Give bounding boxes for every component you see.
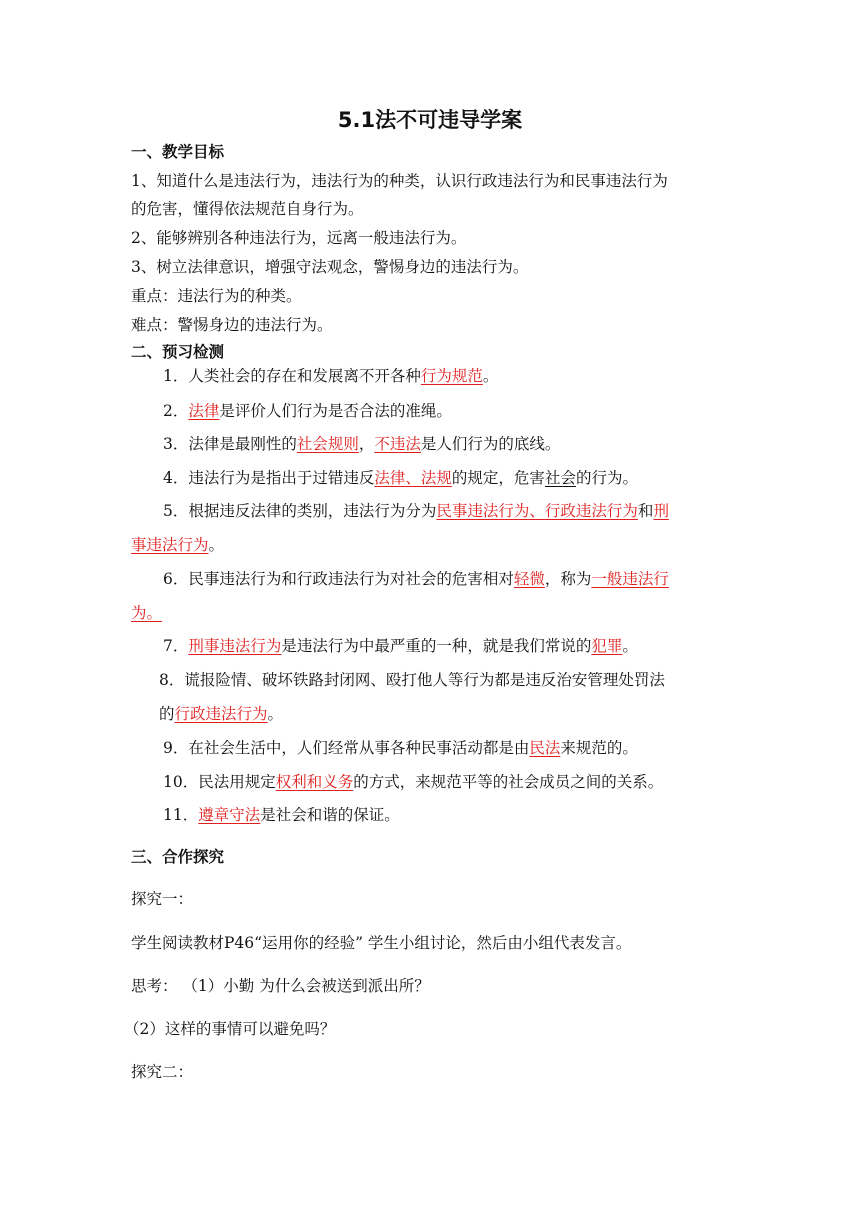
answer: 刑 bbox=[653, 502, 669, 520]
explore-1-reading: 学生阅读教材P46“运用你的经验” 学生小组讨论，然后由小组代表发言。 bbox=[131, 934, 632, 952]
preview-question-7: 7．刑事违法行为是违法行为中最严重的一种，就是我们常说的犯罪。 bbox=[163, 637, 638, 655]
answer: 一般违法行 bbox=[591, 570, 669, 588]
explore-2-label: 探究二： bbox=[131, 1063, 194, 1081]
answer: 行政违法行为 bbox=[174, 705, 268, 723]
answer: 民事违法行为 bbox=[436, 502, 530, 520]
answer: 遵章守法 bbox=[198, 806, 261, 824]
answer: 权利和义务 bbox=[275, 773, 354, 791]
preview-question-6-cont: 为。 bbox=[131, 604, 163, 622]
section-heading-explore: 三、合作探究 bbox=[131, 848, 225, 866]
preview-question-5-cont: 事违法行为。 bbox=[131, 536, 225, 554]
preview-question-10: 10．民法用规定权利和义务的方式，来规范平等的社会成员之间的关系。 bbox=[163, 773, 664, 791]
key-point: 重点：违法行为的种类。 bbox=[131, 287, 302, 305]
difficult-point: 难点：警惕身边的违法行为。 bbox=[131, 316, 333, 334]
answer: 行为规范 bbox=[420, 367, 483, 385]
answer: 行政违法行为 bbox=[544, 502, 638, 520]
answer: 犯罪 bbox=[591, 637, 623, 655]
objective-1-cont: 的危害，懂得依法规范自身行为。 bbox=[131, 200, 364, 218]
objective-2: 2、能够辨别各种违法行为，远离一般违法行为。 bbox=[131, 229, 467, 247]
objective-3: 3、树立法律意识，增强守法观念，警惕身边的违法行为。 bbox=[131, 258, 529, 276]
preview-question-3: 3．法律是最刚性的社会规则，不违法是人们行为的底线。 bbox=[163, 435, 561, 453]
answer: 民法 bbox=[529, 739, 561, 757]
answer: 法律 bbox=[188, 402, 220, 420]
answer: 法律 bbox=[374, 469, 406, 487]
preview-question-8-cont: 的行政违法行为。 bbox=[159, 705, 284, 723]
document-title: 5.1法不可违导学案 bbox=[337, 108, 523, 132]
preview-question-8: 8．谎报险情、破坏铁路封闭网、殴打他人等行为都是违反治安管理处罚法 bbox=[159, 671, 665, 689]
objective-1: 1、知道什么是违法行为，违法行为的种类，认识行政违法行为和民事违法行为 bbox=[131, 172, 668, 190]
preview-question-4: 4．违法行为是指出于过错违反法律、法规的规定，危害社会的行为。 bbox=[163, 469, 638, 487]
explore-1-label: 探究一： bbox=[131, 890, 194, 908]
preview-question-11: 11．遵章守法是社会和谐的保证。 bbox=[163, 806, 400, 824]
answer: 不违法 bbox=[374, 435, 421, 453]
section-heading-preview: 二、预习检测 bbox=[131, 343, 225, 361]
section-heading-objectives: 一、教学目标 bbox=[131, 143, 225, 161]
preview-question-2: 2．法律是评价人们行为是否合法的准绳。 bbox=[163, 402, 452, 420]
explore-1-question-2: （2）这样的事情可以避免吗？ bbox=[124, 1020, 336, 1038]
preview-question-9: 9．在社会生活中，人们经常从事各种民事活动都是由民法来规范的。 bbox=[163, 739, 638, 757]
answer: 刑事违法行为 bbox=[188, 637, 282, 655]
preview-question-6: 6．民事违法行为和行政违法行为对社会的危害相对轻微，称为一般违法行 bbox=[163, 570, 669, 588]
answer: 轻微 bbox=[513, 570, 545, 588]
answer: 社会规则 bbox=[296, 435, 359, 453]
preview-question-5: 5．根据违反法律的类别，违法行为分为民事违法行为、行政违法行为和刑 bbox=[163, 502, 669, 520]
preview-question-1: 1．人类社会的存在和发展离不开各种行为规范。 bbox=[163, 367, 499, 385]
answer: 为 bbox=[131, 604, 147, 622]
answer: 事违法行为 bbox=[131, 536, 209, 554]
explore-1-question-1: 思考： （1）小勤 为什么会被送到派出所？ bbox=[131, 977, 430, 995]
answer: 法规 bbox=[420, 469, 452, 487]
